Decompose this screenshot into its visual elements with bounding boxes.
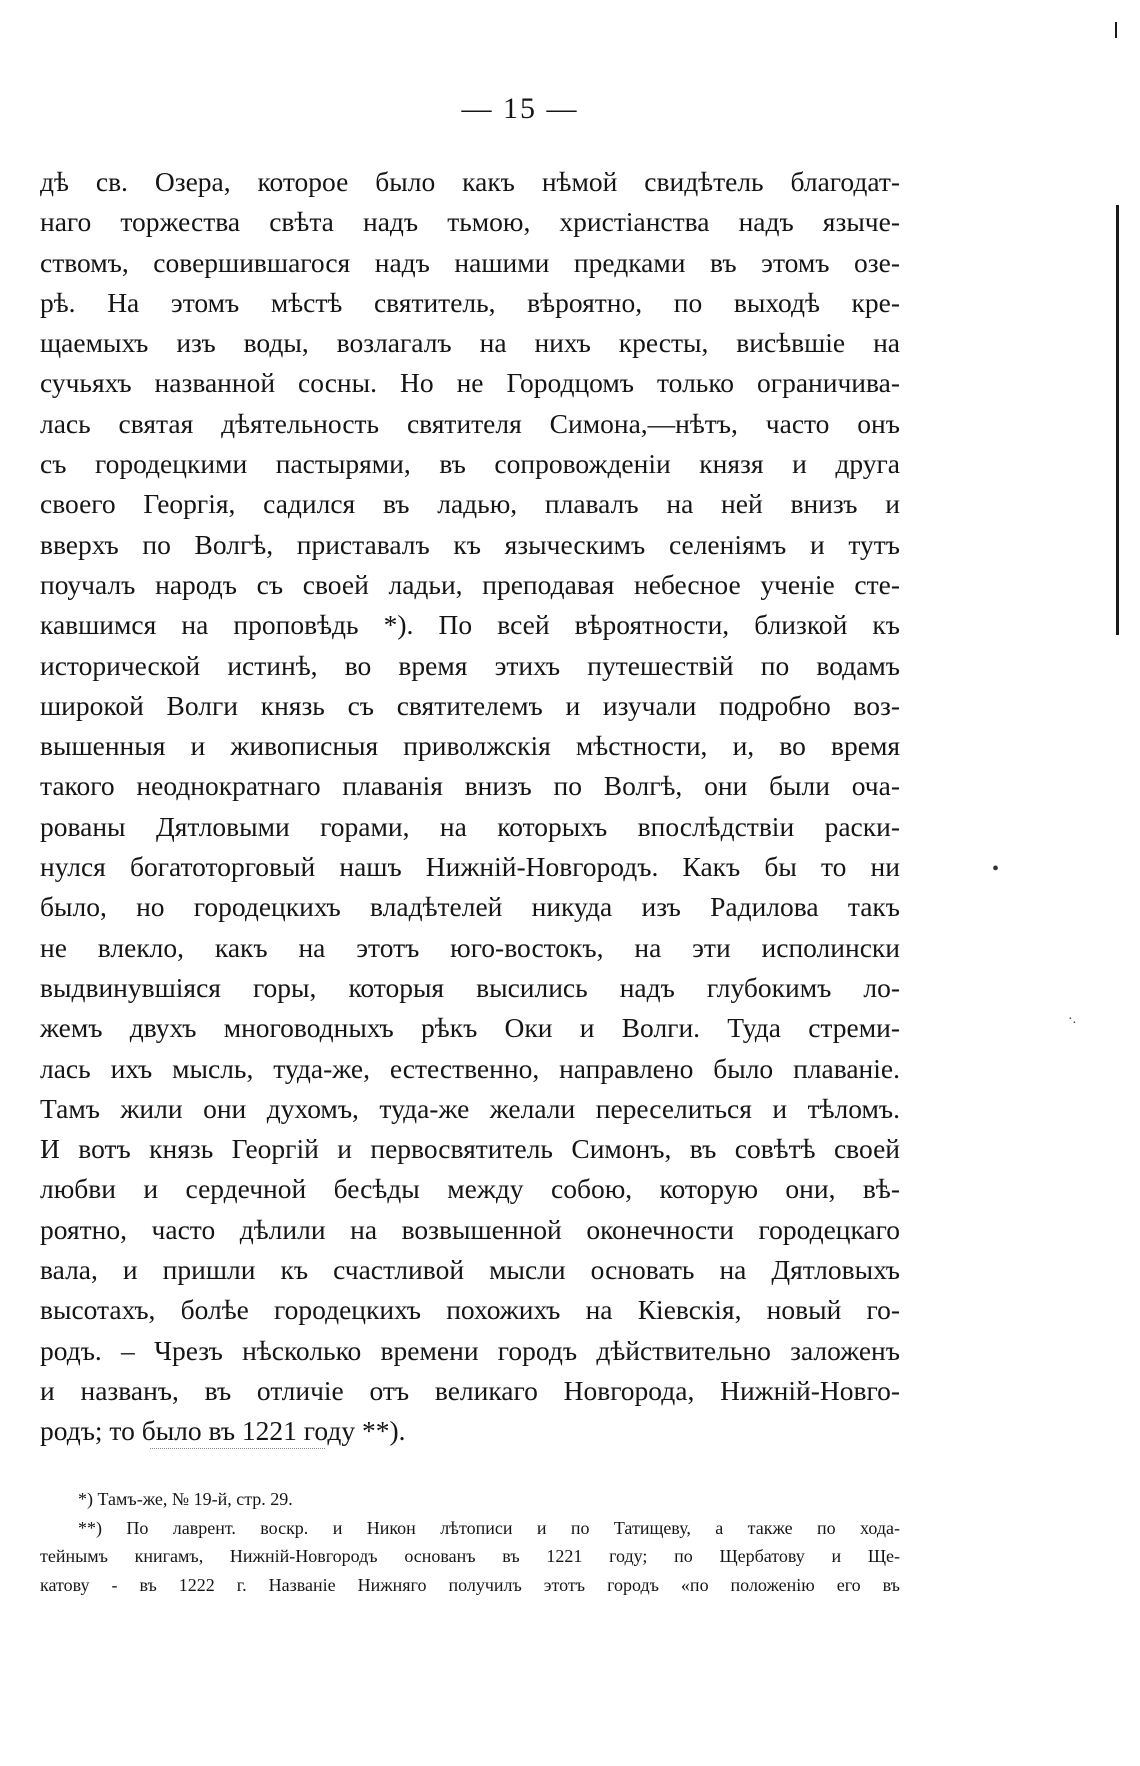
text-line: роятно, часто дѣлили на возвышенной оконечности городецкаго [40,1213,900,1245]
text-line: рованы Дятловыми горами, на которыхъ впослѣдствіи раски- [40,810,900,842]
footnote-line: катову - въ 1222 г. Названіе Нижняго получилъ этотъ городъ «по положенію его въ [40,1574,900,1595]
main-text [40,162,900,1452]
text-line: вала, и пришли къ счастливой мысли основать на Дятловыхъ [40,1254,900,1286]
text-line: жемъ двухъ многоводныхъ рѣкъ Оки и Волги. Туда стреми- [40,1012,900,1044]
text-line: сучьяхъ названной сосны. Но не Городцомъ только ограничива- [40,367,900,399]
footnote-separator [150,1448,325,1449]
text-line: поучалъ народъ съ своей ладьи, преподавая небесное ученіе сте- [40,568,900,600]
text-line: лась ихъ мысль, туда-же, естественно, направлено было плаваніе. [40,1052,900,1084]
text-line: родъ. – Чрезъ нѣсколько времени городъ дѣйствительно заложенъ [40,1334,900,1366]
text-line: вверхъ по Волгѣ, приставалъ къ языческимъ селеніямъ и тутъ [40,528,900,560]
page-number: — 15 — [461,92,579,125]
scan-speck: ·. [1068,1012,1077,1027]
text-line: любви и сердечной бесѣды между собою, которую они, вѣ- [40,1173,900,1205]
text-line: не влекло, какъ на этотъ юго-востокъ, на эти исполински [40,931,900,963]
text-line: своего Георгія, садился въ ладью, плавалъ на ней внизъ и [40,488,900,520]
text-line: кавшимся на проповѣдь *). По всей вѣроятности, близкой къ [40,609,900,641]
text-line: съ городецкими пастырями, въ сопровожденіи князя и друга [40,448,900,480]
scan-edge-mark-top [1115,22,1117,38]
text-line: лась святая дѣятельность святителя Симона,—нѣтъ, часто онъ [40,407,900,439]
text-line: и названъ, въ отличіе отъ великаго Новгорода, Нижній-Новго- [40,1374,900,1406]
text-line: ствомъ, совершившагося надъ нашими предками въ этомъ озе- [40,246,900,278]
text-line: исторической истинѣ, во время этихъ путешествій по водамъ [40,649,900,681]
text-line: щаемыхъ изъ воды, возлагалъ на нихъ кресты, висѣвшіе на [40,327,900,359]
text-line: наго торжества свѣта надъ тьмою, христіанства надъ язычe- [40,206,900,238]
text-line: рѣ. На этомъ мѣстѣ святитель, вѣроятно, по выходѣ кре- [40,286,900,318]
scan-speck: • [992,858,1000,880]
text-line: вышенныя и живописныя приволжскія мѣстности, и, во время [40,730,900,762]
text-line: широкой Волги князь съ святителемъ и изучали подробно воз- [40,689,900,721]
footnote-line: *) Тамъ-же, № 19-й, стр. 29. [78,1489,293,1509]
text-line: И вотъ князь Георгій и первосвятитель Симонъ, въ совѣтѣ своей [40,1133,900,1165]
text-line: было, но городецкихъ владѣтелей никуда изъ Радилова такъ [40,891,900,923]
footnotes [40,1485,900,1599]
scan-edge-mark-side [1116,205,1119,635]
text-line: выдвинувшіяся горы, которыя высились надъ глубокимъ ло- [40,971,900,1003]
footnote-line: тейнымъ книгамъ, Нижній-Новгородъ основанъ въ 1221 году; по Щербатову и Ще- [40,1546,900,1566]
text-line: такого неоднократнаго плаванія внизъ по Волгѣ, они были оча- [40,770,900,802]
text-line: нулся богатоторговый нашъ Нижній-Новгородъ. Какъ бы то ни [40,851,900,883]
text-line: дѣ св. Озера, которое было какъ нѣмой свидѣтель благодат- [40,166,900,197]
text-line: Тамъ жили они духомъ, туда-же желали переселиться и тѣломъ. [40,1092,900,1124]
text-line: высотахъ, болѣе городецкихъ похожихъ на Кіевскія, новый го- [40,1294,900,1326]
footnote-line: **) По лаврент. воскр. и Никон лѣтописи и по Татищеву, а также по хода- [78,1517,900,1538]
text-line-last: родъ; то было въ 1221 году **). [40,1415,406,1447]
